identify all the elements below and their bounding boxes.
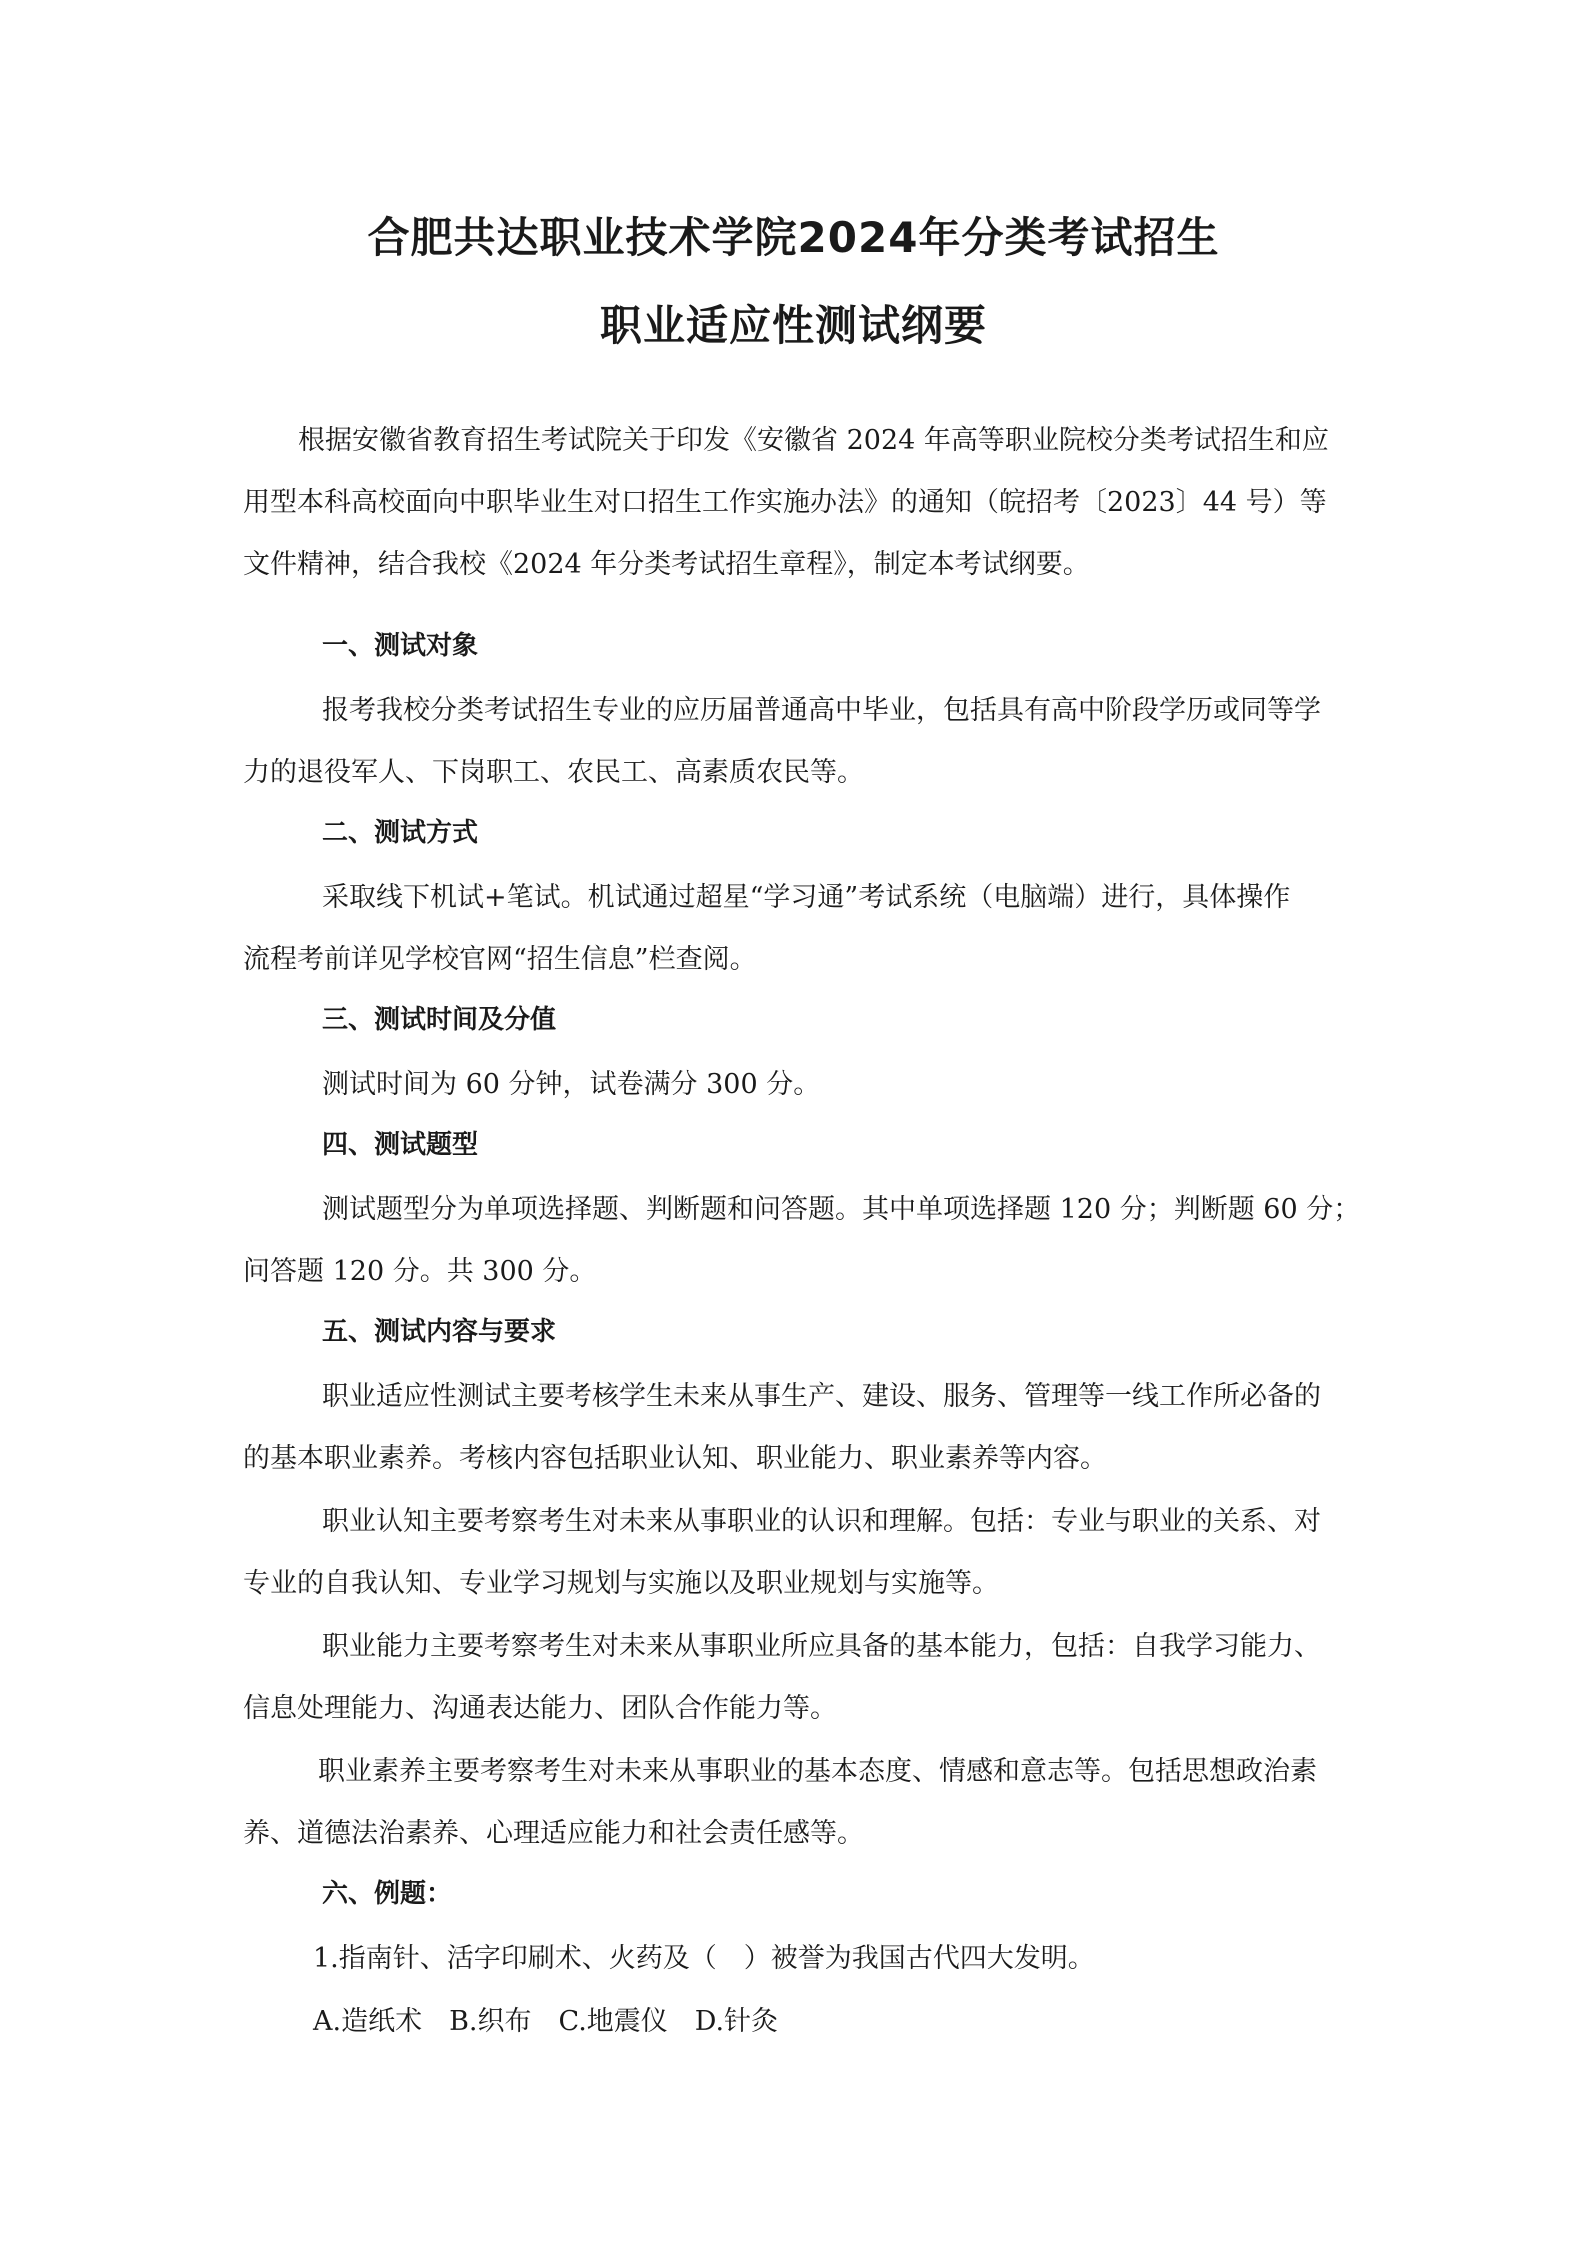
document-subtitle: 职业适应性测试纲要 [599,301,987,350]
section-4-line-2: 问答题 120 分。共 300 分。 [243,1256,597,1287]
section-1-line-2: 力的退役军人、下岗职工、农民工、高素质农民等。 [243,757,864,788]
section-5-p4-line-1: 职业素养主要考察考生对未来从事职业的基本态度、情感和意志等。包括思想政治素 [318,1756,1317,1787]
section-heading-4: 四、测试题型 [322,1130,479,1160]
section-5-p2-line-1: 职业认知主要考察考生对未来从事职业的认识和理解。包括：专业与职业的关系、对 [322,1506,1321,1537]
section-heading-2: 二、测试方式 [322,818,479,848]
example-question: 1.指南针、活字印刷术、火药及（ ）被誉为我国古代四大发明。 [313,1943,1095,1974]
section-3-line-1: 测试时间为 60 分钟，试卷满分 300 分。 [322,1069,821,1100]
section-5-p4-line-2: 养、道德法治素养、心理适应能力和社会责任感等。 [243,1818,864,1849]
section-5-p2-line-2: 专业的自我认知、专业学习规划与实施以及职业规划与实施等。 [243,1568,999,1599]
intro-line-2: 用型本科高校面向中职毕业生对口招生工作实施办法》的通知（皖招考〔2023〕44 号）等 [243,487,1327,518]
section-4-line-1: 测试题型分为单项选择题、判断题和问答题。其中单项选择题 120 分；判断题 60 分； [322,1194,1361,1225]
section-2-line-1: 采取线下机试+笔试。机试通过超星“学习通”考试系统（电脑端）进行，具体操作 [322,882,1291,913]
example-options: A.造纸术 B.织布 C.地震仪 D.针灸 [313,2006,779,2037]
section-1-line-1: 报考我校分类考试招生专业的应历届普通高中毕业，包括具有高中阶段学历或同等学 [322,695,1321,726]
section-heading-3: 三、测试时间及分值 [322,1005,557,1035]
section-5-p3-line-2: 信息处理能力、沟通表达能力、团队合作能力等。 [243,1693,837,1724]
section-5-p1-line-2: 的基本职业素养。考核内容包括职业认知、职业能力、职业素养等内容。 [243,1443,1107,1474]
intro-line-1: 根据安徽省教育招生考试院关于印发《安徽省 2024 年高等职业院校分类考试招生和应 [298,425,1329,456]
section-2-line-2: 流程考前详见学校官网“招生信息”栏查阅。 [243,944,757,975]
section-5-p3-line-1: 职业能力主要考察考生对未来从事职业所应具备的基本能力，包括：自我学习能力、 [322,1631,1321,1662]
section-heading-5: 五、测试内容与要求 [322,1317,557,1347]
document-title: 合肥共达职业技术学院2024年分类考试招生 [367,213,1220,262]
section-heading-1: 一、测试对象 [322,631,479,661]
section-heading-6: 六、例题： [322,1879,453,1909]
section-5-p1-line-1: 职业适应性测试主要考核学生未来从事生产、建设、服务、管理等一线工作所必备的 [322,1381,1321,1412]
intro-line-3: 文件精神，结合我校《2024 年分类考试招生章程》，制定本考试纲要。 [243,549,1090,580]
